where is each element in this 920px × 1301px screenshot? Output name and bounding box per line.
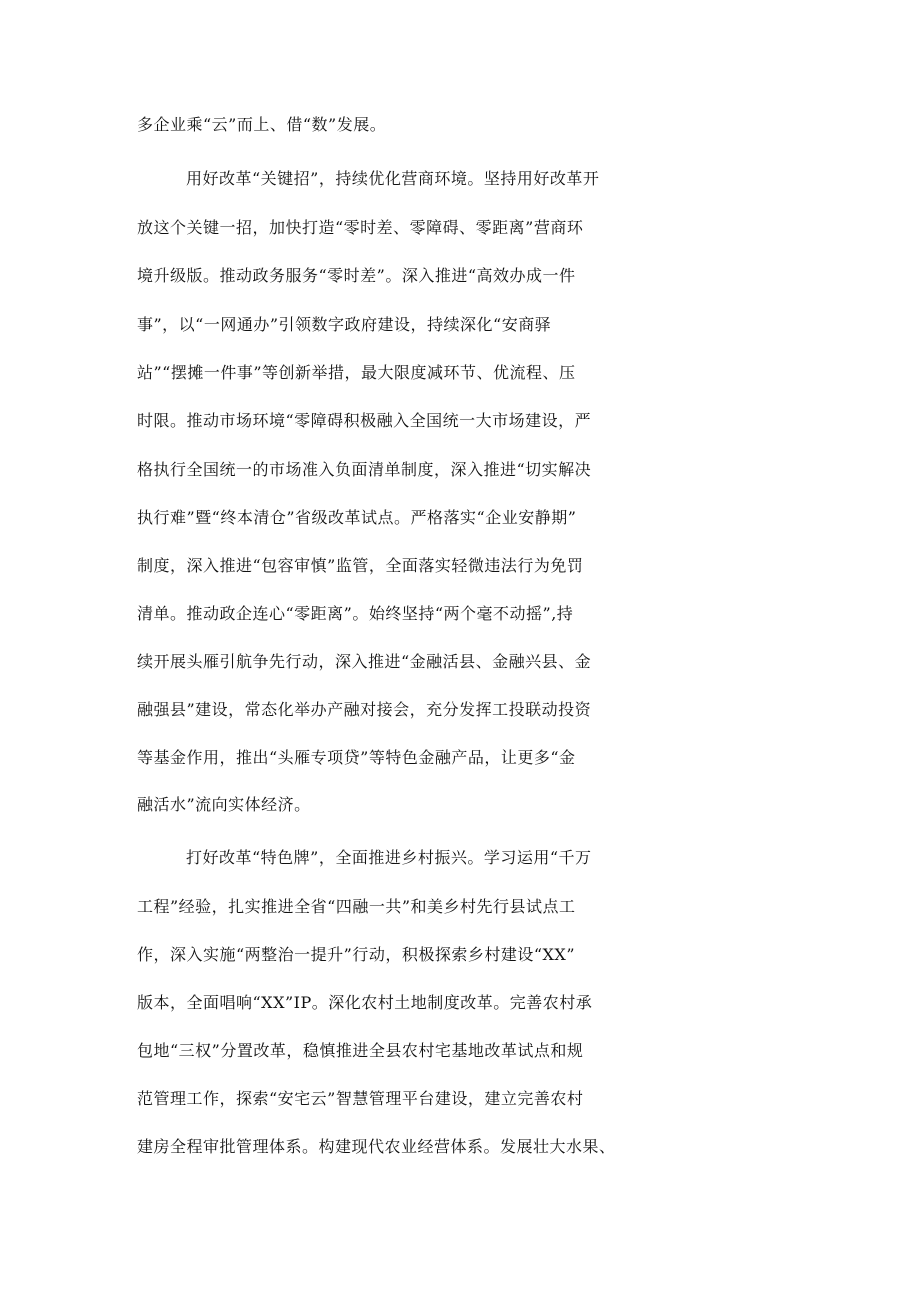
text-line: 时限。推动市场环境“零障碍积极融入全国统一大市场建设，严 <box>137 411 592 430</box>
text-line: 融活水”流向实体经济。 <box>137 795 311 814</box>
paragraph-start-line: 打好改革“特色牌”，全面推进乡村振兴。学习运用“千万 <box>186 848 592 867</box>
text-line: 执行难”暨“终本清仓”省级改革试点。严格落实“企业安静期” <box>137 508 577 527</box>
text-line: 续开展头雁引航争先行动，深入推进“金融活县、金融兴县、金 <box>137 652 592 671</box>
text-line: 等基金作用，推出“头雁专项贷”等特色金融产品，让更多“金 <box>137 748 576 767</box>
text-line: 范管理工作，探索“安宅云”智慧管理平台建设，建立完善农村 <box>137 1089 584 1108</box>
text-line: 站”“摆摊一件事”等创新举措，最大限度减环节、优流程、压 <box>137 363 576 382</box>
text-line: 工程”经验，扎实推进全省“四融一共”和美乡村先行县试点工 <box>137 897 576 916</box>
text-line: 作，深入实施“两整治一提升”行动，积极探索乡村建设“XX” <box>137 945 576 964</box>
text-line: 多企业乘“云”而上、借“数”发展。 <box>137 115 387 134</box>
text-line: 版本，全面唱响“XX”IP。深化农村土地制度改革。完善农村承 <box>137 993 593 1012</box>
text-line: 包地“三权”分置改革，稳慎推进全县农村宅基地改革试点和规 <box>137 1041 584 1060</box>
paragraph-start-line: 用好改革“关键招”，持续优化营商环境。坚持用好改革开 <box>186 169 600 188</box>
text-line: 放这个关键一招，加快打造“零时差、零障碍、零距离”营商环 <box>137 218 584 237</box>
text-line: 建房全程审批管理体系。构建现代农业经营体系。发展壮大水果、 <box>137 1137 616 1156</box>
text-line: 事”，以“一网通办”引领数字政府建设，持续深化“安商驿 <box>137 315 552 334</box>
text-line: 格执行全国统一的市场准入负面清单制度，深入推进“切实解决 <box>137 460 592 479</box>
text-line: 境升级版。推动政务服务“零时差”。深入推进“高效办成一件 <box>137 266 576 285</box>
text-line: 清单。推动政企连心“零距离”。始终坚持“两个毫不动摇”,持 <box>137 604 574 623</box>
text-line: 制度，深入推进“包容审慎”监管，全面落实轻微违法行为免罚 <box>137 556 584 575</box>
text-line: 融强县”建设，常态化举办产融对接会，充分发挥工投联动投资 <box>137 700 592 719</box>
